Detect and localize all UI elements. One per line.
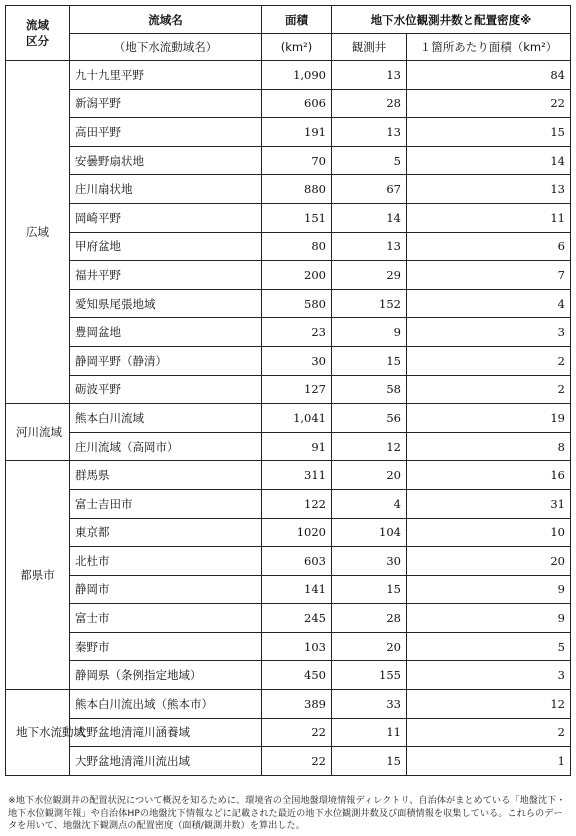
region-cell: 都県市	[6, 461, 70, 690]
wells-cell: 155	[332, 661, 407, 690]
wells-cell: 13	[332, 232, 407, 261]
name-cell: 熊本白川流域	[70, 404, 262, 433]
area-cell: 127	[262, 375, 332, 404]
table-row	[6, 690, 571, 719]
area-cell: 70	[262, 146, 332, 175]
name-cell: 静岡平野（静清）	[70, 346, 262, 375]
region-cell: 地下水流動域	[6, 690, 70, 776]
table-header	[6, 6, 571, 61]
table-row	[6, 375, 571, 404]
area-cell: 311	[262, 461, 332, 490]
area-cell: 1,041	[262, 404, 332, 433]
name-cell: 大野盆地清滝川涵養域	[70, 718, 262, 747]
name-cell: 豊岡盆地	[70, 318, 262, 347]
wells-cell: 58	[332, 375, 407, 404]
area-cell: 191	[262, 118, 332, 147]
table-row	[6, 346, 571, 375]
area-cell: 1020	[262, 518, 332, 547]
density-cell: 3	[407, 318, 571, 347]
wells-cell: 20	[332, 461, 407, 490]
wells-cell: 20	[332, 632, 407, 661]
name-cell: 岡崎平野	[70, 203, 262, 232]
wells-cell: 28	[332, 89, 407, 118]
area-cell: 80	[262, 232, 332, 261]
table-row	[6, 604, 571, 633]
table-row	[6, 747, 571, 776]
name-cell: 北杜市	[70, 547, 262, 576]
region-cell: 河川流域	[6, 404, 70, 461]
density-cell: 1	[407, 747, 571, 776]
area-cell: 30	[262, 346, 332, 375]
wells-cell: 13	[332, 118, 407, 147]
area-cell: 151	[262, 203, 332, 232]
wells-cell: 4	[332, 489, 407, 518]
density-cell: 10	[407, 518, 571, 547]
area-cell: 22	[262, 718, 332, 747]
density-cell: 31	[407, 489, 571, 518]
wells-cell: 11	[332, 718, 407, 747]
groundwater-table	[5, 5, 571, 776]
density-cell: 20	[407, 547, 571, 576]
table-row	[6, 489, 571, 518]
wells-cell: 67	[332, 175, 407, 204]
area-cell: 103	[262, 632, 332, 661]
density-cell: 9	[407, 604, 571, 633]
table-row	[6, 404, 571, 433]
table-row	[6, 547, 571, 576]
name-cell: 福井平野	[70, 261, 262, 290]
header-density: １箇所あたり面積（km²）	[407, 34, 571, 61]
name-cell: 静岡市	[70, 575, 262, 604]
density-cell: 9	[407, 575, 571, 604]
name-cell: 安曇野扇状地	[70, 146, 262, 175]
table-row	[6, 203, 571, 232]
density-cell: 7	[407, 261, 571, 290]
table-row	[6, 146, 571, 175]
area-cell: 450	[262, 661, 332, 690]
wells-cell: 9	[332, 318, 407, 347]
table-row	[6, 318, 571, 347]
table-row	[6, 518, 571, 547]
name-cell: 東京都	[70, 518, 262, 547]
area-cell: 122	[262, 489, 332, 518]
header-region	[6, 6, 70, 61]
name-cell: 甲府盆地	[70, 232, 262, 261]
table-row	[6, 118, 571, 147]
header-region-line1: 流域	[26, 18, 49, 32]
table-row	[6, 261, 571, 290]
name-cell: 群馬県	[70, 461, 262, 490]
header-region-line2: 区分	[26, 34, 49, 48]
wells-cell: 56	[332, 404, 407, 433]
density-cell: 15	[407, 118, 571, 147]
table-body	[6, 61, 571, 776]
table-row	[6, 232, 571, 261]
wells-cell: 29	[332, 261, 407, 290]
area-cell: 1,090	[262, 61, 332, 90]
header-wells: 観測井	[332, 34, 407, 61]
area-cell: 245	[262, 604, 332, 633]
density-cell: 2	[407, 718, 571, 747]
wells-cell: 30	[332, 547, 407, 576]
density-cell: 84	[407, 61, 571, 90]
wells-cell: 152	[332, 289, 407, 318]
density-cell: 4	[407, 289, 571, 318]
header-area-unit: (km²)	[262, 34, 332, 61]
name-cell: 大野盆地清滝川流出域	[70, 747, 262, 776]
name-cell: 庄川扇状地	[70, 175, 262, 204]
area-cell: 603	[262, 547, 332, 576]
density-cell: 3	[407, 661, 571, 690]
name-cell: 富士市	[70, 604, 262, 633]
wells-cell: 104	[332, 518, 407, 547]
area-cell: 389	[262, 690, 332, 719]
wells-cell: 12	[332, 432, 407, 461]
name-cell: 庄川流域（高岡市）	[70, 432, 262, 461]
wells-cell: 28	[332, 604, 407, 633]
name-cell: 熊本白川流出域（熊本市）	[70, 690, 262, 719]
area-cell: 23	[262, 318, 332, 347]
name-cell: 愛知県尾張地域	[70, 289, 262, 318]
wells-cell: 13	[332, 61, 407, 90]
table-row	[6, 175, 571, 204]
name-cell: 秦野市	[70, 632, 262, 661]
wells-cell: 15	[332, 575, 407, 604]
table-row	[6, 289, 571, 318]
wells-cell: 33	[332, 690, 407, 719]
name-cell: 新潟平野	[70, 89, 262, 118]
header-wells-group: 地下水位観測井数と配置密度※	[332, 6, 571, 34]
table-row	[6, 575, 571, 604]
density-cell: 12	[407, 690, 571, 719]
region-cell: 広域	[6, 61, 70, 404]
name-cell: 静岡県（条例指定地域）	[70, 661, 262, 690]
wells-cell: 14	[332, 203, 407, 232]
name-cell: 高田平野	[70, 118, 262, 147]
wells-cell: 15	[332, 747, 407, 776]
table-row	[6, 89, 571, 118]
area-cell: 880	[262, 175, 332, 204]
wells-cell: 15	[332, 346, 407, 375]
density-cell: 14	[407, 146, 571, 175]
density-cell: 22	[407, 89, 571, 118]
density-cell: 2	[407, 346, 571, 375]
area-cell: 606	[262, 89, 332, 118]
density-cell: 2	[407, 375, 571, 404]
density-cell: 8	[407, 432, 571, 461]
name-cell: 九十九里平野	[70, 61, 262, 90]
footnote: ※地下水位観測井の配置状況について概況を知るために、環境省の全国地盤環境情報ディレクトリ、自治体がまとめている「地盤沈下・地下水位観測年報」や自治体HPの地盤沈下情報などに記載された最近の地下水位観測井数及び面積情報を収集している。これらのデータを用いて、地盤沈下観測点の配置密度（面積/観測井数）を算出した。	[8, 795, 566, 831]
table-row	[6, 432, 571, 461]
density-cell: 11	[407, 203, 571, 232]
table-row	[6, 632, 571, 661]
density-cell: 19	[407, 404, 571, 433]
wells-cell: 5	[332, 146, 407, 175]
name-cell: 砺波平野	[70, 375, 262, 404]
name-cell: 富士吉田市	[70, 489, 262, 518]
area-cell: 141	[262, 575, 332, 604]
table-row	[6, 661, 571, 690]
area-cell: 91	[262, 432, 332, 461]
area-cell: 580	[262, 289, 332, 318]
table-row	[6, 461, 571, 490]
table-row	[6, 61, 571, 90]
area-cell: 200	[262, 261, 332, 290]
density-cell: 6	[407, 232, 571, 261]
density-cell: 16	[407, 461, 571, 490]
table-row	[6, 718, 571, 747]
header-name: 流域名	[70, 6, 262, 34]
header-name-sub: （地下水流動域名）	[70, 34, 262, 61]
area-cell: 22	[262, 747, 332, 776]
header-area: 面積	[262, 6, 332, 34]
density-cell: 5	[407, 632, 571, 661]
density-cell: 13	[407, 175, 571, 204]
